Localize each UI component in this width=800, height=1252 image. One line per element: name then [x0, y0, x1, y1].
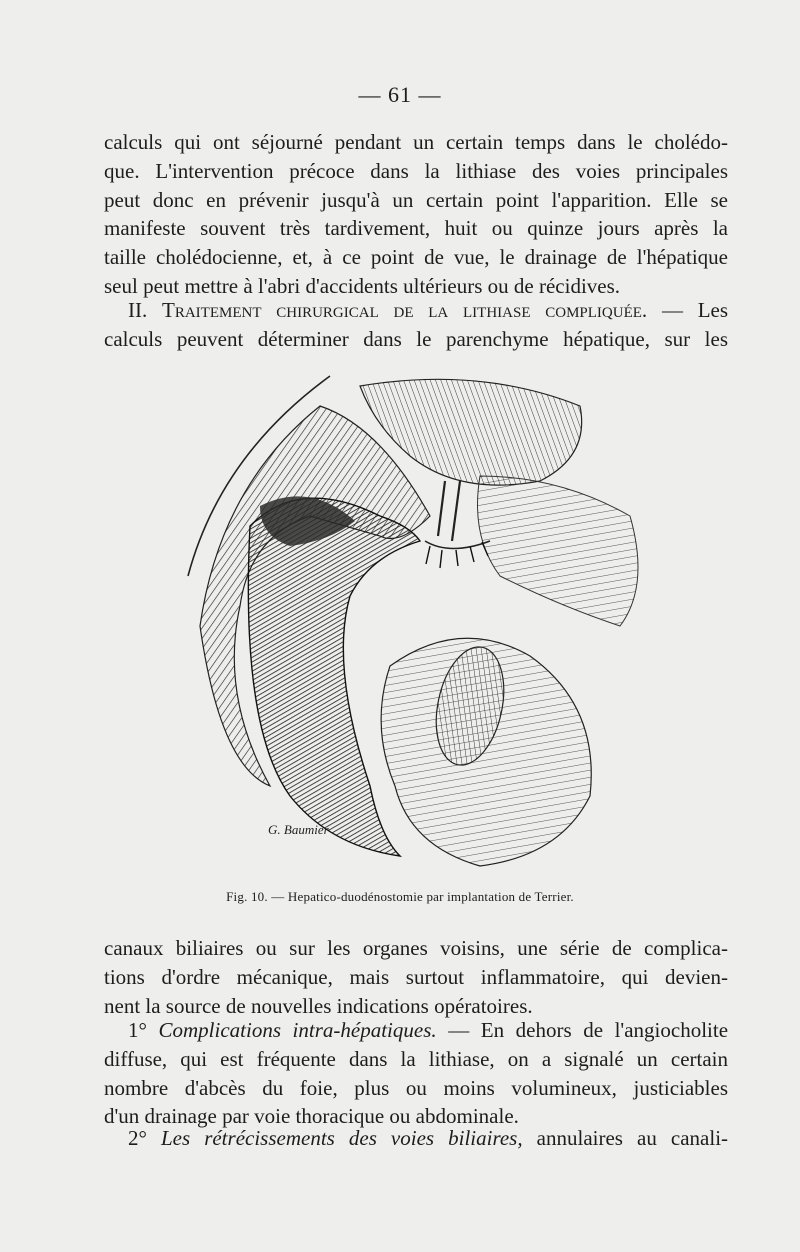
item-heading-tail: — En dehors de l'angiocholite [448, 1018, 729, 1042]
text-line: diffuse, qui est fréquente dans la lithiase, on a signalé un certain [104, 1046, 728, 1071]
section-heading [104, 296, 728, 325]
artist-signature: G. Baumier [268, 822, 329, 837]
paragraph-1 [104, 128, 728, 301]
item-2 [104, 1124, 728, 1153]
caption-label: Fig. 10. [226, 889, 268, 904]
text-line: manifeste souvent très tardivement, huit ou quinze jours après la [104, 216, 728, 241]
item-heading-tail: annulaires au canali- [536, 1126, 729, 1150]
text-line: peut donc en prévenir jusqu'à un certain point l'apparition. Elle se [104, 187, 728, 212]
text-line: calculs qui ont séjourné pendant un certain temps dans le cholédo- [104, 130, 728, 154]
item-number: 2° [128, 1126, 147, 1150]
item-1-heading [104, 1016, 728, 1045]
item-1 [104, 1016, 728, 1131]
surgical-illustration [180, 366, 650, 886]
text-line: nombre d'abcès du foie, plus ou moins volumineux, justiciables [104, 1075, 728, 1100]
section-number: II. [128, 298, 148, 322]
text-line: calculs peuvent déterminer dans le parenchyme hépatique, sur les [104, 326, 728, 351]
item-2-heading [104, 1124, 728, 1153]
text-line: taille cholédocienne, et, à ce point de vue, le drainage de l'hépatique [104, 245, 728, 270]
section-heading-block [104, 296, 728, 354]
figure-caption [0, 889, 800, 905]
text-line: nent la source de nouvelles indications opératoires. [104, 993, 533, 1018]
text-line: tions d'ordre mécanique, mais surtout inflammatoire, qui devien- [104, 964, 728, 989]
caption-text: — Hepatico-duodénostomie par implantation de Terrier. [271, 889, 574, 904]
text-line: que. L'intervention précoce dans la lithiase des voies principales [104, 158, 728, 183]
text-line: d'un drainage par voie thoracique ou abdominale. [104, 1104, 519, 1129]
page-number: — 61 — [358, 82, 442, 107]
paragraph-3 [104, 934, 728, 1020]
section-title: Traitement chirurgical de la lithiase compliquée. [162, 298, 648, 322]
text-line: seul peut mettre à l'abri d'accidents ultérieurs ou de récidives. [104, 273, 621, 298]
item-title: Complications intra-hépatiques. [158, 1018, 437, 1042]
item-number: 1° [128, 1018, 147, 1042]
text-line: canaux biliaires ou sur les organes voisins, une série de complica- [104, 936, 728, 960]
item-title: Les rétrécissements des voies biliaires, [160, 1126, 523, 1150]
section-heading-tail: — Les [661, 298, 729, 322]
